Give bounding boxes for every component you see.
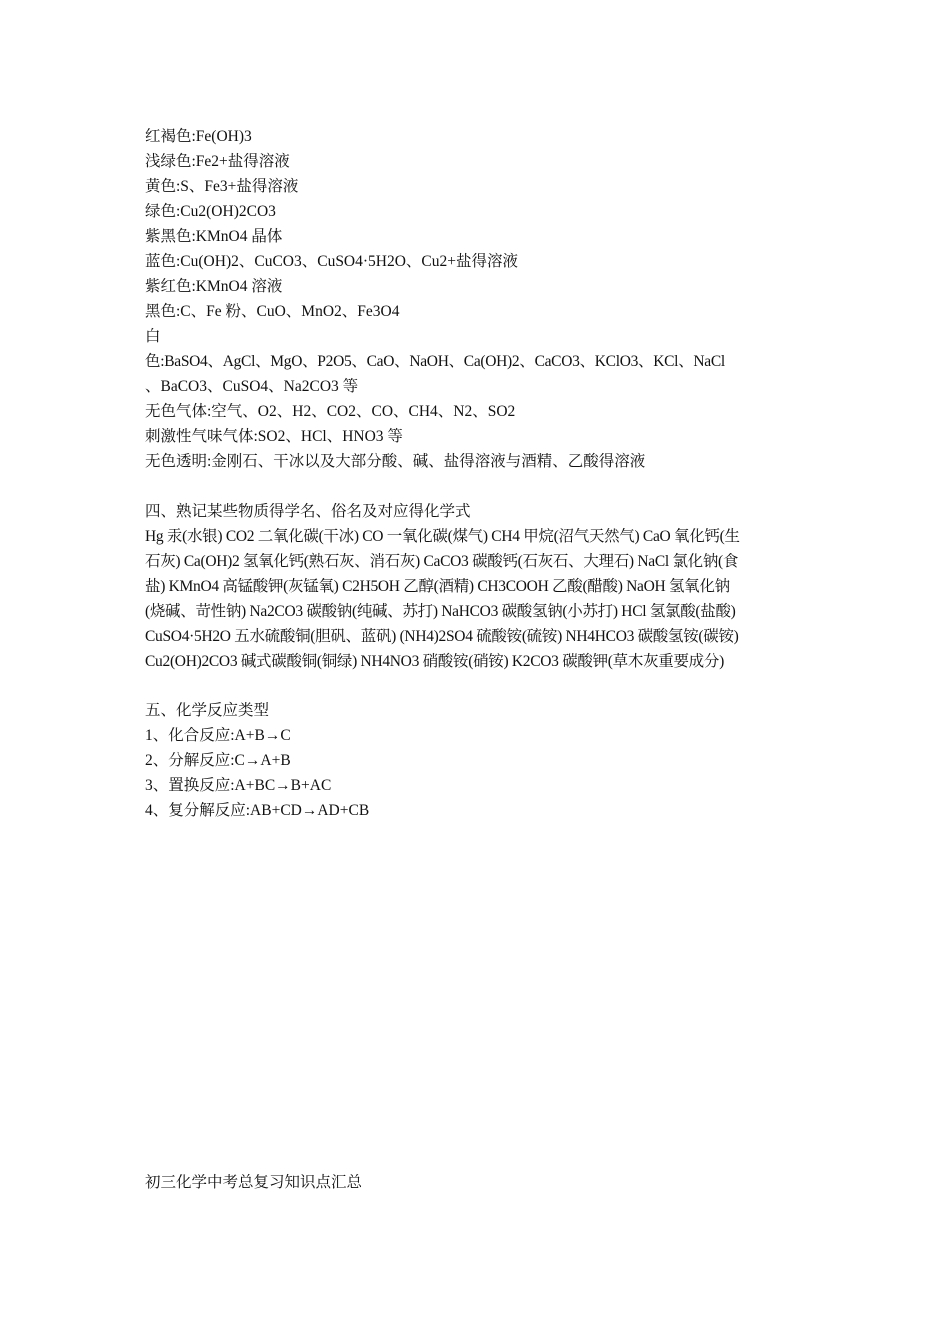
section5-heading: 五、化学反应类型 bbox=[145, 702, 270, 719]
color-item: 无色透明:金刚石、干冰以及大部分酸、碱、盐得溶液与酒精、乙酸得溶液 bbox=[145, 453, 646, 470]
reaction-type-item: 2、分解反应:C→A+B bbox=[145, 752, 291, 769]
color-item: 红褐色:Fe(OH)3 bbox=[145, 128, 252, 145]
color-item: 绿色:Cu2(OH)2CO3 bbox=[145, 203, 276, 220]
reaction-type-item: 1、化合反应:A+B→C bbox=[145, 727, 291, 744]
color-item: 色:BaSO4、AgCl、MgO、P2O5、CaO、NaOH、Ca(OH)2、CaCO3、KClO3、KCl、NaCl bbox=[145, 353, 725, 370]
reaction-type-item: 4、复分解反应:AB+CD→AD+CB bbox=[145, 802, 370, 819]
reaction-type-item: 3、置换反应:A+BC→B+AC bbox=[145, 777, 332, 794]
section4-line: Hg 汞(水银) CO2 二氧化碳(干冰) CO 一氧化碳(煤气) CH4 甲烷(沼气天然气) CaO 氧化钙(生 bbox=[145, 528, 740, 545]
color-item: 紫红色:KMnO4 溶液 bbox=[145, 278, 283, 295]
section4-line: 盐) KMnO4 高锰酸钾(灰锰氧) C2H5OH 乙醇(酒精) CH3COOH 乙酸(醋酸) NaOH 氢氧化钠 bbox=[145, 578, 730, 595]
color-item: 蓝色:Cu(OH)2、CuCO3、CuSO4·5H2O、Cu2+盐得溶液 bbox=[145, 253, 519, 270]
color-item: 黄色:S、Fe3+盐得溶液 bbox=[145, 178, 299, 195]
color-item: 白 bbox=[145, 328, 161, 345]
section4-line: (烧碱、苛性钠) Na2CO3 碳酸钠(纯碱、苏打) NaHCO3 碳酸氢钠(小苏打) HCl 氢氯酸(盐酸) bbox=[145, 603, 736, 620]
color-item: 紫黑色:KMnO4 晶体 bbox=[145, 228, 283, 245]
color-item: 刺激性气味气体:SO2、HCl、HNO3 等 bbox=[145, 428, 403, 445]
color-item: 浅绿色:Fe2+盐得溶液 bbox=[145, 153, 290, 170]
document-title: 初三化学中考总复习知识点汇总 bbox=[145, 1174, 363, 1191]
color-item: 黑色:C、Fe 粉、CuO、MnO2、Fe3O4 bbox=[145, 303, 400, 320]
color-item: 、BaCO3、CuSO4、Na2CO3 等 bbox=[145, 378, 359, 395]
section4-line: CuSO4·5H2O 五水硫酸铜(胆矾、蓝矾) (NH4)2SO4 硫酸铵(硫铵) NH4HCO3 碳酸氢铵(碳铵) bbox=[145, 628, 739, 645]
section4-line: 石灰) Ca(OH)2 氢氧化钙(熟石灰、消石灰) CaCO3 碳酸钙(石灰石、大理石) NaCl 氯化钠(食 bbox=[145, 553, 739, 570]
color-item: 无色气体:空气、O2、H2、CO2、CO、CH4、N2、SO2 bbox=[145, 403, 516, 420]
section4-line: Cu2(OH)2CO3 碱式碳酸铜(铜绿) NH4NO3 硝酸铵(硝铵) K2CO3 碳酸钾(草木灰重要成分) bbox=[145, 653, 724, 670]
section4-heading: 四、熟记某些物质得学名、俗名及对应得化学式 bbox=[145, 503, 471, 520]
